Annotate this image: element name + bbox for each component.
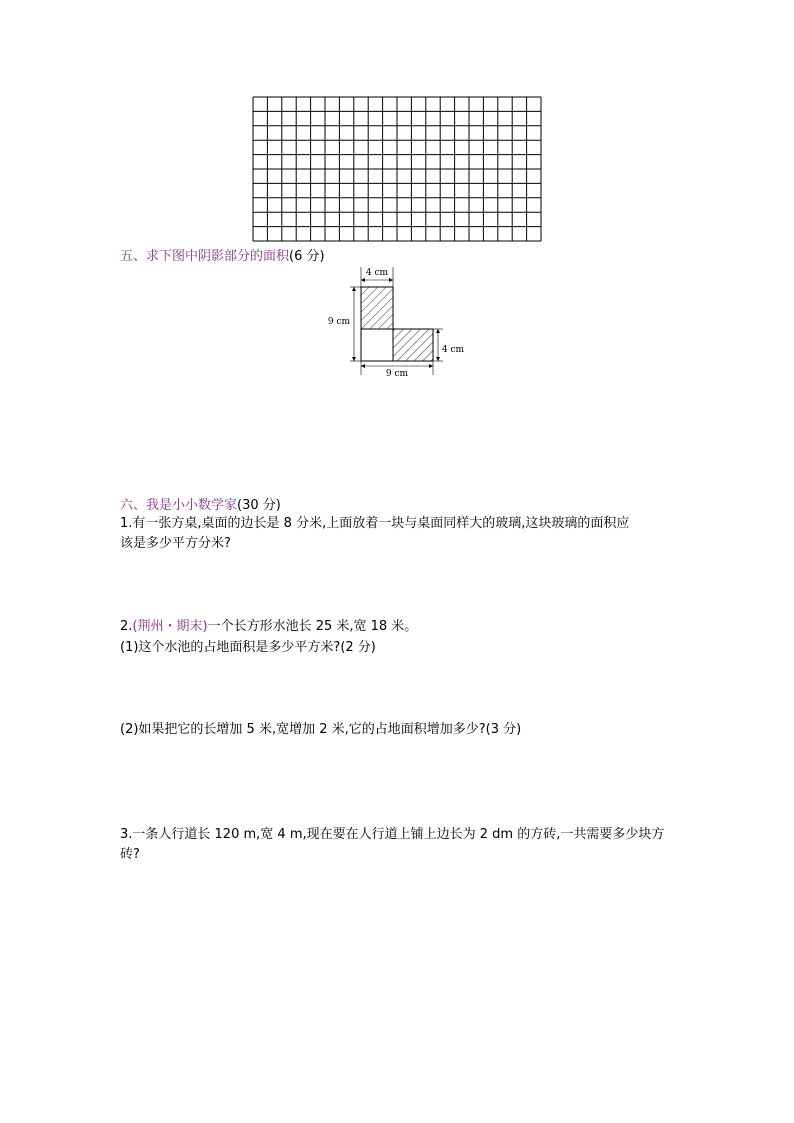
section-5-heading: [120, 245, 325, 264]
top-shaded-square: [361, 287, 393, 329]
question-2-number: 2.: [120, 619, 133, 634]
section-5-title: 五、求下图中阴影部分的面积: [120, 249, 290, 264]
bottom-width-label: 9 cm: [385, 369, 409, 379]
section-6-heading: [120, 494, 281, 513]
question-2-source: (荆州・期末): [132, 619, 208, 634]
height-label: 9 cm: [327, 317, 351, 327]
shaded-area-figure: [325, 263, 470, 383]
question-1: [120, 514, 629, 554]
right-height-label: 4 cm: [441, 345, 465, 355]
question-2-part-1: (1)这个水池的占地面积是多少平方米?(2 分): [120, 640, 376, 655]
right-dimension: [433, 329, 465, 361]
section-5-points: (6 分): [289, 249, 325, 264]
top-width-label: 4 cm: [365, 268, 389, 278]
top-dimension: [361, 266, 393, 287]
bottom-dimension: [361, 361, 433, 379]
question-2-part-2: (2)如果把它的长增加 5 米,宽增加 2 米,它的占地面积增加多少?(3 分): [120, 722, 522, 737]
section-6-title: 六、我是小小数学家: [120, 498, 238, 513]
question-3-line-1: 3.一条人行道长 120 m,宽 4 m,现在要在人行道上铺上边长为 2 dm 的方砖,一共需要多少块方: [120, 827, 665, 842]
question-2-text: 一个长方形水池长 25 米,宽 18 米。: [207, 619, 418, 634]
right-shaded-rectangle: [393, 329, 433, 361]
question-1-line-2: 该是多少平方分米?: [120, 536, 231, 551]
question-3: [120, 825, 664, 865]
left-dimension: [328, 287, 361, 361]
question-2: [120, 617, 417, 637]
square-grid: [252, 96, 542, 242]
question-1-line-1: 1.有一张方桌,桌面的边长是 8 分米,上面放着一块与桌面同样大的玻璃,这块玻璃的面积应: [120, 516, 630, 531]
question-3-line-2: 砖?: [120, 847, 140, 862]
blank-square: [361, 329, 393, 361]
section-6-points: (30 分): [237, 498, 281, 513]
